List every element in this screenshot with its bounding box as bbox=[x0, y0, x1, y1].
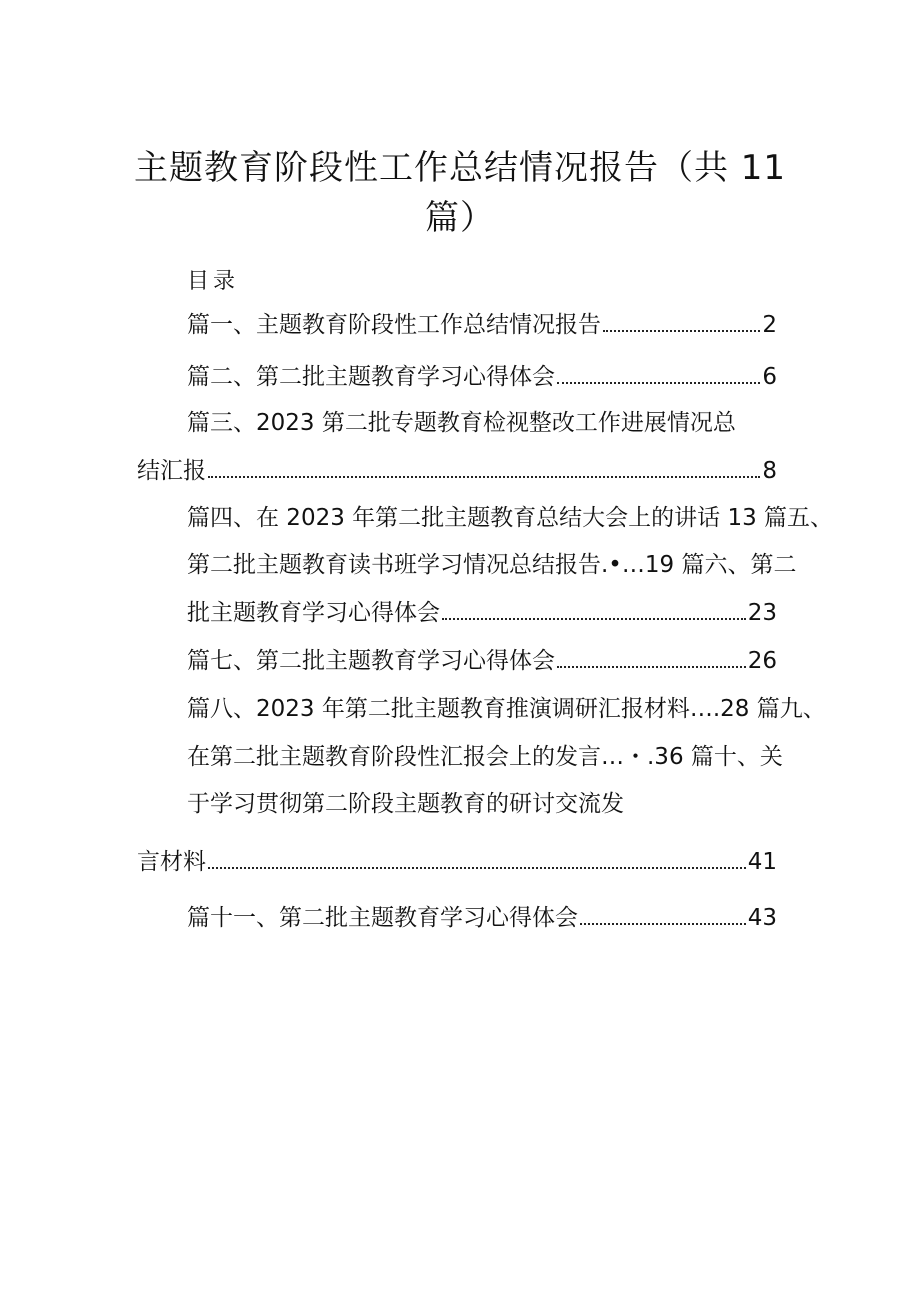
toc-entry-text: 篇十一、第二批主题教育学习心得体会 bbox=[187, 905, 578, 931]
toc-entry-6 bbox=[187, 598, 777, 628]
toc-entry-text: 批主题教育学习心得体会 bbox=[187, 600, 440, 626]
toc-entry-7 bbox=[187, 646, 777, 676]
toc-entry-3-line-2 bbox=[137, 456, 777, 486]
toc-leader-dots bbox=[557, 381, 760, 384]
toc-entry-page: 43 bbox=[747, 905, 777, 931]
toc-entry-2 bbox=[187, 362, 777, 392]
toc-entry-text: 篇七、第二批主题教育学习心得体会 bbox=[187, 648, 555, 674]
toc-leader-dots bbox=[557, 665, 746, 668]
toc-entry-text: 篇二、第二批主题教育学习心得体会 bbox=[187, 364, 555, 390]
toc-entry-page: 2 bbox=[762, 312, 777, 338]
toc-entry-5: 第二批主题教育读书班学习情况总结报告.•…19 篇六、第二 bbox=[187, 552, 797, 578]
toc-entry-10-line-2 bbox=[137, 847, 777, 877]
toc-entry-page: 23 bbox=[747, 600, 777, 626]
document-title-line-2: 篇） bbox=[425, 198, 495, 238]
toc-entry-page: 41 bbox=[747, 849, 777, 875]
toc-entry-3-line-1: 篇三、2023 第二批专题教育检视整改工作进展情况总 bbox=[187, 410, 736, 436]
toc-leader-dots bbox=[208, 475, 760, 478]
toc-entry-4: 篇四、在 2023 年第二批主题教育总结大会上的讲话 13 篇五、 bbox=[187, 505, 834, 531]
toc-entry-1 bbox=[187, 310, 777, 340]
toc-leader-dots bbox=[603, 329, 760, 332]
toc-leader-dots bbox=[442, 617, 746, 620]
toc-entry-text: 言材料 bbox=[137, 849, 206, 875]
toc-heading: 目录 bbox=[187, 269, 240, 294]
toc-entry-text: 结汇报 bbox=[137, 458, 206, 484]
toc-leader-dots bbox=[580, 922, 746, 925]
toc-leader-dots bbox=[208, 866, 746, 869]
toc-entry-9: 在第二批主题教育阶段性汇报会上的发言…・.36 篇十、关 bbox=[187, 744, 783, 770]
toc-entry-page: 8 bbox=[762, 458, 777, 484]
document-title-line-1: 主题教育阶段性工作总结情况报告（共 11 bbox=[133, 148, 787, 188]
toc-entry-10-line-1: 于学习贯彻第二阶段主题教育的研讨交流发 bbox=[187, 791, 624, 817]
toc-entry-text: 篇一、主题教育阶段性工作总结情况报告 bbox=[187, 312, 601, 338]
toc-entry-8: 篇八、2023 年第二批主题教育推演调研汇报材料….28 篇九、 bbox=[187, 696, 826, 722]
toc-entry-11 bbox=[187, 903, 777, 933]
toc-entry-page: 6 bbox=[762, 364, 777, 390]
toc-entry-page: 26 bbox=[747, 648, 777, 674]
